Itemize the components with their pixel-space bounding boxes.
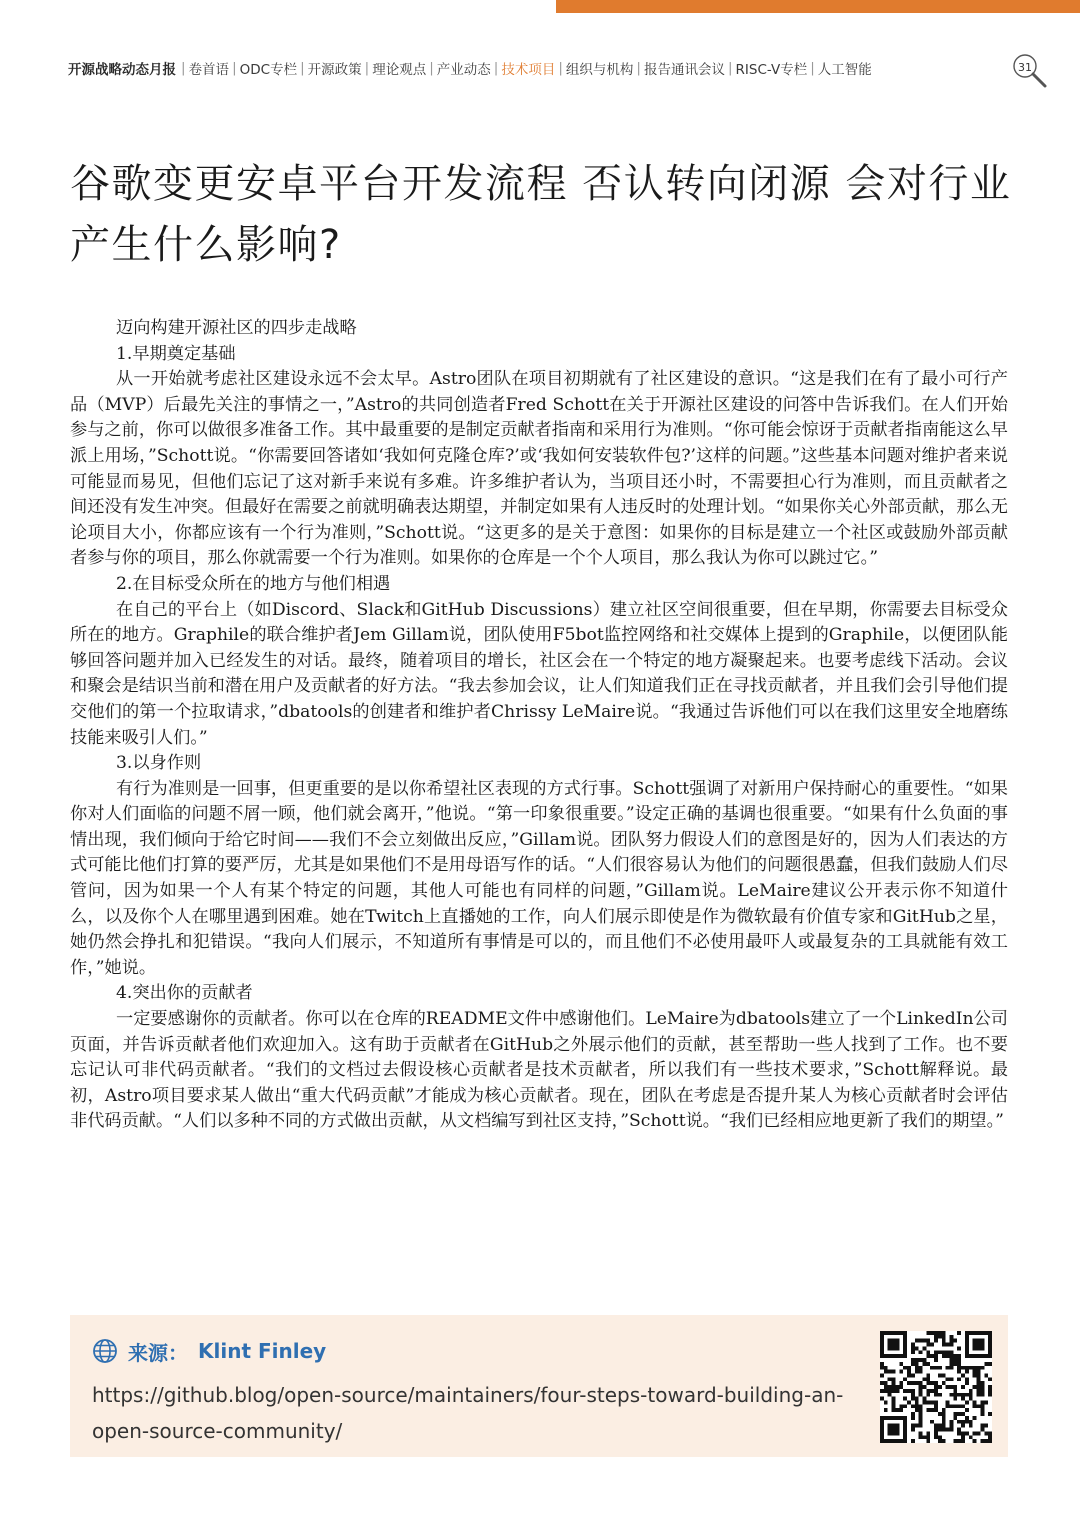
source-url[interactable]: https://github.blog/open-source/maintainers/four-steps-toward-building-an-open-source-community/ xyxy=(92,1383,844,1443)
nav-item-policy[interactable]: 开源政策 xyxy=(307,62,362,78)
article-title: 谷歌变更安卓平台开发流程 否认转向闭源 会对行业产生什么影响? xyxy=(70,161,1012,268)
nav-item-industry[interactable]: 产业动态 xyxy=(436,62,491,78)
article-body xyxy=(70,316,1008,1135)
nav-item-ai[interactable]: 人工智能 xyxy=(817,62,872,78)
nav-item-theory[interactable]: 理论观点 xyxy=(372,62,427,78)
nav-item-organizations[interactable]: 组织与机构 xyxy=(565,62,634,78)
nav-item-odc[interactable]: ODC专栏 xyxy=(239,62,298,78)
nav-item-riscv[interactable]: RISC-V专栏 xyxy=(735,62,808,78)
section-paragraph: 一定要感谢你的贡献者。你可以在仓库的README文件中感谢他们。LeMaire为dbatools建立了一个LinkedIn公司页面，并告诉贡献者他们欢迎加入。这有助于贡献者在GitHub之外展示他们的贡献，甚至帮助一些人找到了工作。也不要忘记认可非代码贡献者。“我们的文档过去假设核心贡献者是技术贡献者，所以我们有一些技术要求，”Schott解释说。最初，Astro项目要求某人做出“重大代码贡献”才能成为核心贡献者。现在，团队在考虑是否提升某人为核心贡献者时会评估非代码贡献。“人们以多种不同的方式做出贡献，从文档编写到社区支持，”Schott说。“我们已经相应地更新了我们的期望。” xyxy=(70,1009,1008,1132)
section-paragraph: 在自己的平台上（如Discord、Slack和GitHub Discussions）建立社区空间很重要，但在早期，你需要去目标受众所在的地方。Graphile的联合维护者Jem Gillam说，团队使用F5bot监控网络和社交媒体上提到的Graphile，以便团队能够回答问题并加入已经发生的对话。最终，随着项目的增长，社区会在一个特定的地方凝聚起来。也要考虑线下活动。会议和聚会是结识当前和潜在用户及贡献者的好方法。“我去参加会议，让人们知道我们正在寻找贡献者，并且我们会引导他们提交他们的第一个拉取请求，”dbatools的创建者和维护者Chrissy LeMaire说。“我通过告诉他们可以在我们这里安全地磨练技能来吸引人们。” xyxy=(70,599,1008,748)
source-header xyxy=(92,1337,326,1365)
article-intro: 迈向构建开源社区的四步走战略 xyxy=(116,318,357,338)
globe-icon xyxy=(92,1338,118,1364)
section-heading: 2.在目标受众所在的地方与他们相遇 xyxy=(116,573,391,594)
source-label: 来源： xyxy=(128,1340,188,1365)
nav-item-preface[interactable]: 卷首语 xyxy=(188,62,230,78)
qr-code xyxy=(880,1331,992,1443)
page-number: 31 xyxy=(1018,61,1032,74)
page-number-badge xyxy=(1012,53,1050,91)
brand-title: 开源战略动态月报 xyxy=(68,62,176,78)
header-nav: 开源战略动态月报 | 卷首语 | ODC专栏 | 开源政策 | 理论观点 | 产业动态 | 技术项目 | 组织与机构 | 报告通讯会议 | RISC-V专栏 | 人工智能 xyxy=(68,60,872,78)
top-accent-bar xyxy=(556,0,1080,13)
nav-item-tech-projects[interactable]: 技术项目 xyxy=(501,62,556,78)
source-box xyxy=(70,1315,1008,1457)
nav-item-reports[interactable]: 报告通讯会议 xyxy=(643,62,725,78)
source-author: Klint Finley xyxy=(198,1339,327,1363)
section-paragraph: 有行为准则是一回事，但更重要的是以你希望社区表现的方式行事。Schott强调了对新用户保持耐心的重要性。“如果你对人们面临的问题不屑一顾，他们就会离开，”他说。“第一印象很重要。”设定正确的基调也很重要。“如果有什么负面的事情出现，我们倾向于给它时间——我们不会立刻做出反应，”Gillam说。团队努力假设人们的意图是好的，因为人们表达的方式可能比他们打算的要严厉，尤其是如果他们不是用母语写作的话。“人们很容易认为他们的问题很愚蠢，但我们鼓励人们尽管问，因为如果一个人有某个特定的问题，其他人可能也有同样的问题，”Gillam说。LeMaire建议公开表示你不知道什么，以及你个人在哪里遇到困难。她在Twitch上直播她的工作，向人们展示即使是作为微软最有价值专家和GitHub之星，她仍然会挣扎和犯错误。“我向人们展示，不知道所有事情是可以的，而且他们不必使用最吓人或最复杂的工具就能有效工作，”她说。 xyxy=(70,778,1008,978)
section-heading: 1.早期奠定基础 xyxy=(116,343,236,364)
section-paragraph: 从一开始就考虑社区建设永远不会太早。Astro团队在项目初期就有了社区建设的意识。“这是我们在有了最小可行产品（MVP）后最先关注的事情之一，”Astro的共同创造者Fred Schott在关于开源社区建设的问答中告诉我们。在人们开始参与之前，你可以做很多准备工作。其中最重要的是制定贡献者指南和采用行为准则。“你可能会惊讶于贡献者指南能这么早派上用场，”Schott说。“你需要回答诸如‘我如何克隆仓库?’或‘我如何安装软件包?’这样的问题。”这些基本问题对维护者来说可能显而易见，但他们忘记了这对新手来说有多难。许多维护者认为，当项目还小时，不需要担心行为准则，而且贡献者之间还没有发生冲突。但最好在需要之前就明确表达期望，并制定如果有人违反时的处理计划。“如果你关心外部贡献，那么无论项目大小，你都应该有一个行为准则，”Schott说。“这更多的是关于意图：如果你的目标是建立一个社区或鼓励外部贡献者参与你的项目，那么你就需要一个行为准则。如果你的仓库是一个个人项目，那么我认为你可以跳过它。” xyxy=(70,369,1008,569)
section-heading: 3.以身作则 xyxy=(116,753,202,774)
section-heading: 4.突出你的贡献者 xyxy=(116,983,253,1004)
